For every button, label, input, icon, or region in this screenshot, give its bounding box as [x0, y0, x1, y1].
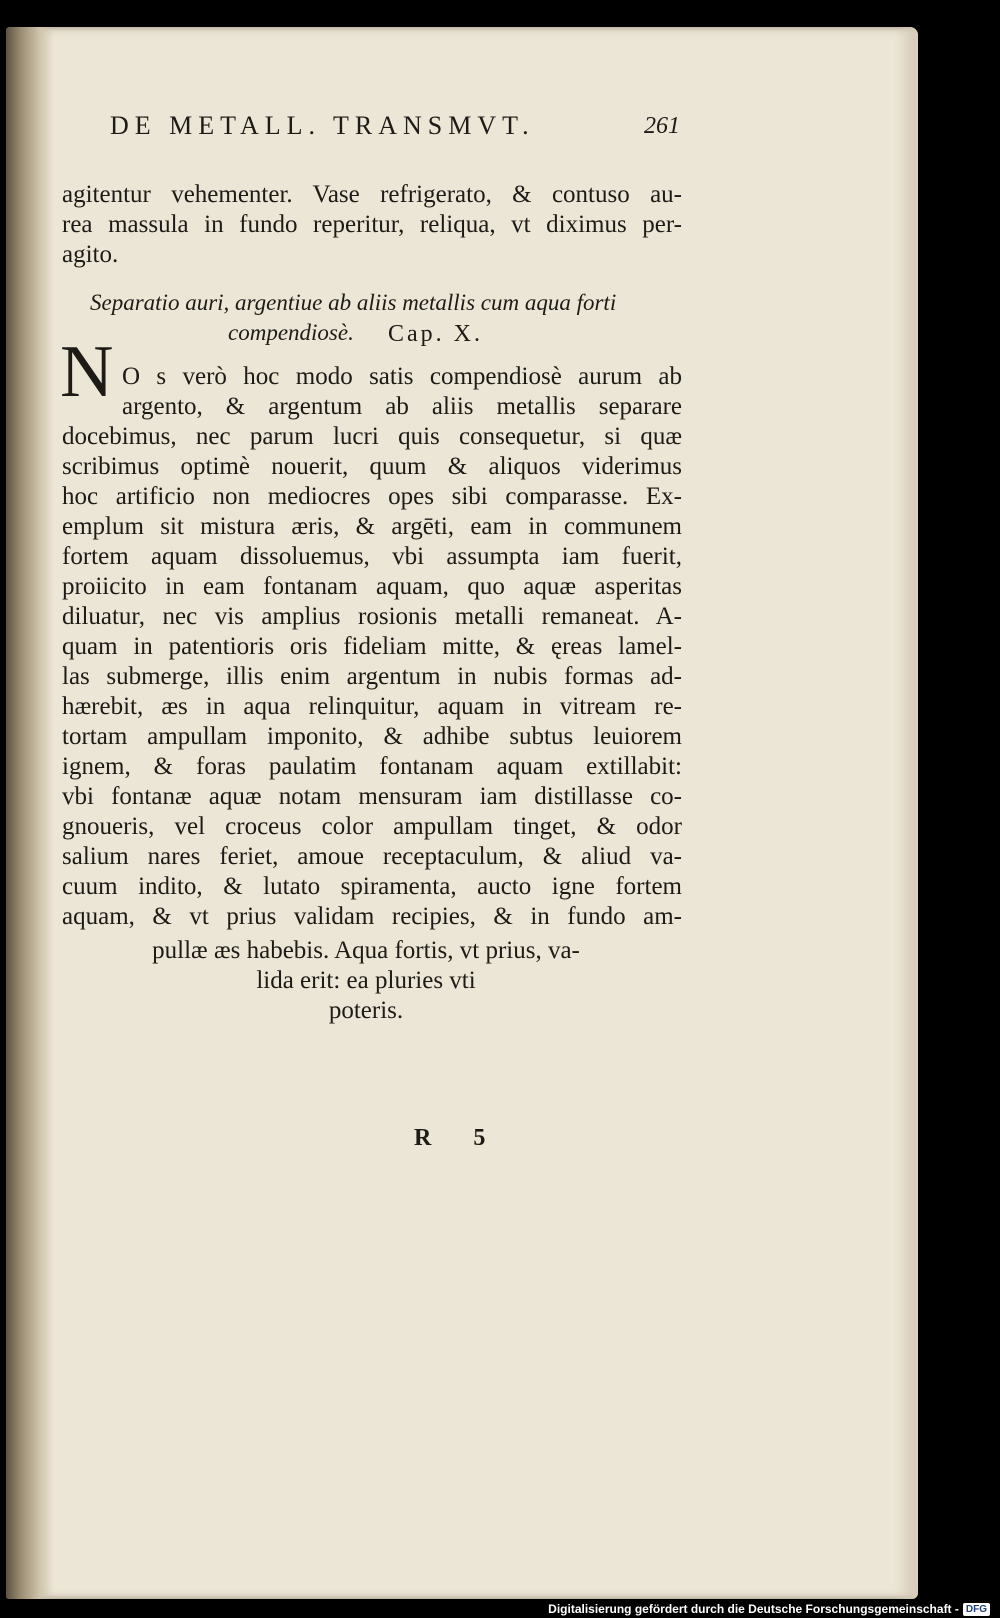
- body-line: proiicito in eam fontanam aquam, quo aquæ asperitas: [62, 573, 682, 600]
- closing-line: lida erit: ea pluries vti: [256, 967, 476, 994]
- chapter-title-line: compendiosè.: [228, 320, 354, 345]
- book-page: [6, 27, 918, 1599]
- signature-mark: R 5: [414, 1125, 504, 1151]
- closing-line: poteris.: [328, 997, 404, 1024]
- page-edge-shade: [894, 27, 918, 1599]
- page-number: 261: [644, 113, 680, 139]
- drop-cap: N: [60, 331, 114, 413]
- body-line: hoc artificio non mediocres opes sibi comparasse. Ex-: [62, 483, 682, 510]
- body-line: las submerge, illis enim argentum in nubis formas ad-: [62, 663, 682, 690]
- body-line: ignem, & foras paulatim fontanam aquam extillabit:: [62, 753, 682, 780]
- body-line: cuum indito, & lutato spiramenta, aucto igne fortem: [62, 873, 682, 900]
- closing-line: pullæ æs habebis. Aqua fortis, vt prius, va-: [152, 937, 580, 964]
- continued-line: agito.: [62, 241, 119, 268]
- chapter-title-line: Separatio auri, argentiue ab aliis metallis cum aqua forti: [90, 290, 617, 315]
- digitization-credit: [548, 1602, 990, 1616]
- body-line: tortam ampullam imponito, & adhibe subtus leuiorem: [62, 723, 682, 750]
- continued-line: rea massula in fundo reperitur, reliqua, vt diximus per-: [62, 211, 682, 238]
- running-head: DE METALL. TRANSMVT.: [110, 111, 535, 140]
- body-line: scribimus optimè nouerit, quum & aliquos viderimus: [62, 453, 682, 480]
- chapter-label: Cap. X.: [388, 321, 483, 347]
- body-line: fortem aquam dissoluemus, vbi assumpta iam fuerit,: [62, 543, 682, 570]
- body-line: gnoueris, vel croceus color ampullam tinget, & odor: [62, 813, 682, 840]
- body-line: quam in patentioris oris fideliam mitte, & ęreas lamel-: [62, 633, 682, 660]
- body-line: emplum sit mistura æris, & argēti, eam in communem: [62, 513, 682, 540]
- body-line: aquam, & vt prius validam recipies, & in fundo am-: [62, 903, 682, 930]
- body-line: O s verò hoc modo satis compendiosè aurum ab: [122, 363, 682, 390]
- body-line: salium nares feriet, amoue receptaculum, & aliud va-: [62, 843, 682, 870]
- credit-text: Digitalisierung gefördert durch die Deutsche Forschungsgemeinschaft -: [548, 1602, 959, 1616]
- dfg-logo: DFG: [963, 1603, 990, 1616]
- body-line: argento, & argentum ab aliis metallis separare: [122, 393, 682, 420]
- body-line: vbi fontanæ aquæ notam mensuram iam distillasse co-: [62, 783, 682, 810]
- continued-line: agitentur vehementer. Vase refrigerato, & contuso au-: [62, 181, 682, 208]
- body-line: hærebit, æs in aqua relinquitur, aquam in vitream re-: [62, 693, 682, 720]
- body-line: diluatur, nec vis amplius rosionis metalli remaneat. A-: [62, 603, 682, 630]
- body-line: docebimus, nec parum lucri quis consequetur, si quæ: [62, 423, 682, 450]
- page-gutter-shadow: [6, 27, 54, 1599]
